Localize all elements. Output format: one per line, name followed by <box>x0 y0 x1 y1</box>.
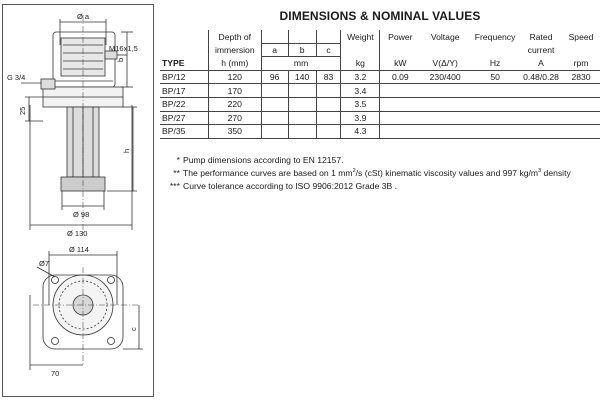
footnote-3 <box>160 180 571 193</box>
header-c: c <box>316 43 341 57</box>
table-row <box>160 125 600 139</box>
cell-type: BP/12 <box>160 70 208 84</box>
footnote-2-sup1: 2 <box>352 168 356 174</box>
specifications-table <box>160 30 600 139</box>
footnote-1 <box>160 154 571 167</box>
cell-depth: 220 <box>208 97 261 111</box>
unit-frequency: Hz <box>470 57 520 71</box>
header-b: b <box>288 43 316 57</box>
cell-type: BP/27 <box>160 111 208 125</box>
cell-c: 83 <box>316 70 341 84</box>
cell-weight: 3.9 <box>341 111 380 125</box>
header-row-1 <box>160 30 600 43</box>
footnote-2-mid: /s (cSt) kinematic viscosity values and 997 kg/m <box>355 168 539 178</box>
label-dim-70: 70 <box>51 369 60 378</box>
label-dim-130: Ø 130 <box>67 229 88 238</box>
label-dim-114: Ø 114 <box>69 245 89 254</box>
header-depth: Depth of <box>208 30 261 43</box>
cell-speed: 2830 <box>562 70 600 84</box>
header-immersion: immersion <box>208 43 261 57</box>
unit-power: kW <box>380 57 420 71</box>
label-dim-7: Ø7 <box>39 259 50 268</box>
header-frequency: Frequency <box>474 31 516 42</box>
cell-weight: 3.4 <box>341 84 380 98</box>
footnote-1-text: Pump dimensions according to EN 12157. <box>183 155 344 165</box>
label-dim-h: h <box>122 148 131 153</box>
table-row <box>160 97 600 111</box>
label-thread: M16x1,5 <box>109 44 138 53</box>
mounting-hole <box>52 338 59 345</box>
pump-technical-drawing <box>3 5 155 398</box>
cell-depth: 270 <box>208 111 261 125</box>
cell-frequency: 50 <box>470 70 520 84</box>
header-speed: Speed <box>568 31 594 42</box>
header-rated: Rated <box>529 31 553 42</box>
unit-weight: kg <box>341 57 380 71</box>
mounting-hole <box>108 338 115 345</box>
header-a: a <box>261 43 288 57</box>
unit-mm: mm <box>261 57 341 71</box>
label-dim-25: 25 <box>18 106 27 115</box>
table-row <box>160 111 600 125</box>
label-dim-b: b <box>116 57 125 62</box>
cell-type: BP/22 <box>160 97 208 111</box>
cell-depth: 120 <box>208 70 261 84</box>
footnote-2-mark: ** <box>173 168 180 178</box>
header-weight: Weight <box>341 30 380 43</box>
header-power: Power <box>380 30 420 43</box>
footnotes <box>160 154 571 193</box>
cell-depth: 350 <box>208 125 261 139</box>
unit-voltage: V(Δ/Y) <box>420 57 470 71</box>
header-row-2 <box>160 43 600 57</box>
footnote-2-pre: The performance curves are based on 1 mm <box>183 168 353 178</box>
cell-type: BP/35 <box>160 125 208 139</box>
label-dim-a: Ø a <box>77 12 90 21</box>
cell-type: BP/17 <box>160 84 208 98</box>
label-dim-98: Ø 98 <box>73 210 90 219</box>
footnote-2 <box>160 167 571 180</box>
unit-speed: rpm <box>562 57 600 71</box>
footnote-2-sup2: 3 <box>538 168 542 174</box>
cell-a: 96 <box>261 70 288 84</box>
mounting-hole <box>52 277 59 284</box>
unit-depth: h (mm) <box>208 57 261 71</box>
unit-rated: A <box>520 57 562 71</box>
header-voltage: Voltage <box>430 31 460 42</box>
cell-rated: 0.48/0.28 <box>520 70 562 84</box>
units-row <box>160 57 600 71</box>
cell-weight: 4.3 <box>341 125 380 139</box>
cell-voltage: 230/400 <box>420 70 470 84</box>
footnote-3-text: Curve tolerance according to ISO 9906:2012 Grade 3B . <box>183 181 398 191</box>
technical-drawing-panel <box>2 4 154 397</box>
header-type: TYPE <box>160 57 208 71</box>
page-title: DIMENSIONS & NOMINAL VALUES <box>279 9 481 23</box>
mounting-hole <box>108 277 115 284</box>
cell-depth: 170 <box>208 84 261 98</box>
label-dim-c: c <box>129 327 138 331</box>
table-row <box>160 84 600 98</box>
cell-weight: 3.2 <box>341 70 380 84</box>
footnote-2-post: density <box>541 168 571 178</box>
cell-power: 0.09 <box>380 70 420 84</box>
cell-b: 140 <box>288 70 316 84</box>
table-row <box>160 70 600 84</box>
footnote-1-mark: * <box>176 155 180 165</box>
header-current: current <box>527 44 555 55</box>
footnote-3-mark: *** <box>169 181 180 191</box>
cell-weight: 3.5 <box>341 97 380 111</box>
label-g-thread: G 3/4 <box>7 73 26 82</box>
outlet-port <box>41 79 55 89</box>
